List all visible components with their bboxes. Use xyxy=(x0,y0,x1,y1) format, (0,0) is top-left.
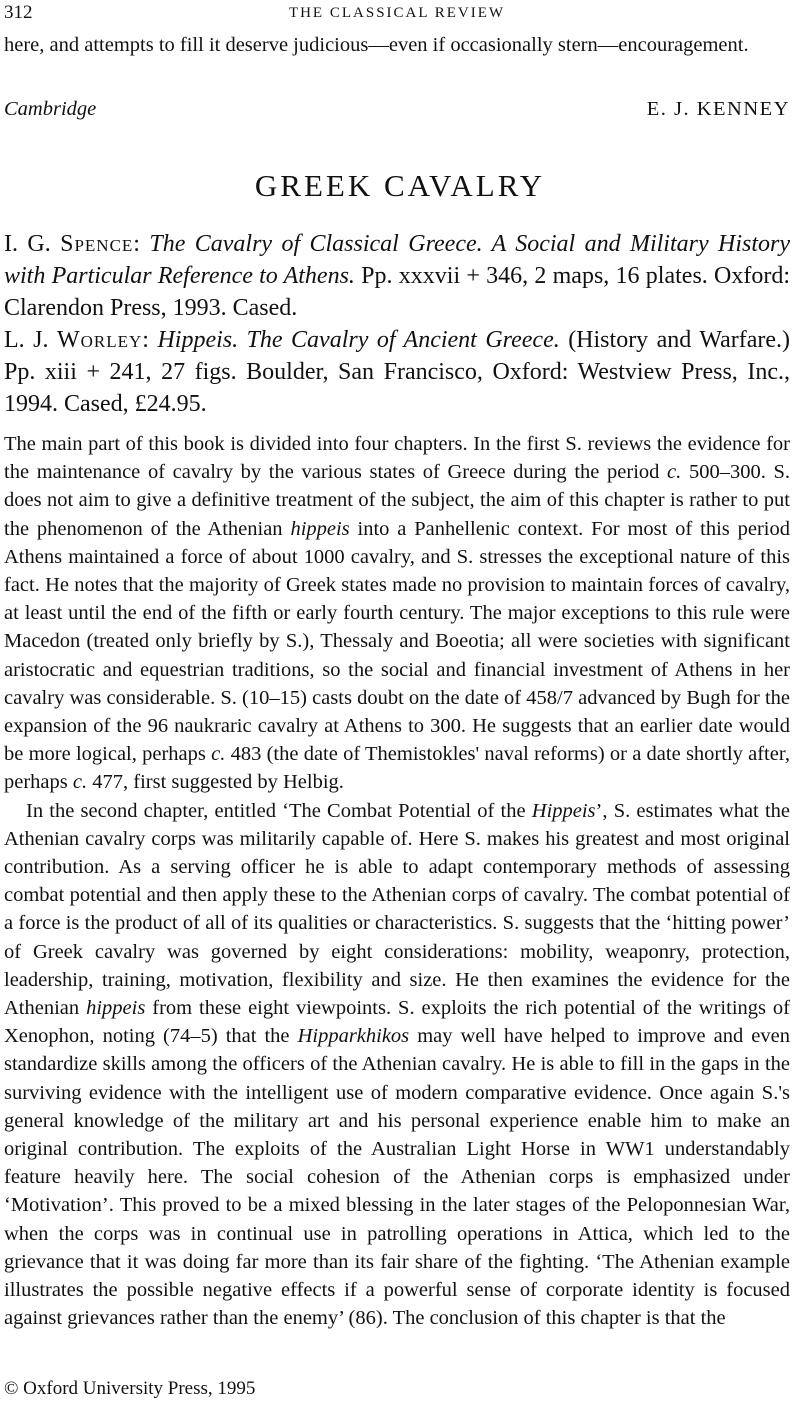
page-header xyxy=(4,0,790,26)
italic-term: Hippeis xyxy=(531,799,596,822)
text-run: may well have helped to improve and even standardize skills among the officers of the Athenian cavalry. He is able to fill in the gaps in the surviving evidence with the intelligent use of modern comparative evidence. Once again S.'s general knowledge of the military art and his personal experience enable him to make an original contribution. The exploits of the Australian Light Horse in WW1 understandably feature heavily here. The social cohesion of the Athenian corps is emphasized under ‘Motivation’. This proved to be a mixed blessing in the later stages of the Peloponnesian War, when the corps was in continual use in patrolling operations in Attica, which led to the grievance that it was doing far more than its fair share of the fighting. ‘The Athenian example illustrates the possible negative effects if a powerful sense of corporate identity is focused against grievances rather than the enemy’ (86). The conclusion of this chapter is that the xyxy=(4,1025,790,1330)
book-citations xyxy=(4,228,790,420)
text-run: 477, first suggested by Helbig. xyxy=(87,771,344,794)
running-title: THE CLASSICAL REVIEW xyxy=(288,4,506,21)
reviewer-place: Cambridge xyxy=(4,98,97,120)
reviewer-signature xyxy=(4,98,790,121)
copyright-footer: © Oxford University Press, 1995 xyxy=(4,1378,256,1399)
citation-worley xyxy=(4,324,790,420)
citation-separator: : xyxy=(142,327,158,353)
previous-review-closing-text: here, and attempts to fill it deserve judicious—even if occasionally stern—encouragement. xyxy=(4,34,749,56)
citation-author-initials: L. J. xyxy=(4,327,57,353)
page-number: 312 xyxy=(4,2,33,23)
review-title: GREEK CAVALRY xyxy=(254,168,546,203)
italic-term: Hipparkhikos xyxy=(297,1025,410,1048)
text-run: The main part of this book is divided into four chapters. In the first S. reviews the evidence for the maintenance of cavalry by the various states of Greece during the period xyxy=(4,433,790,484)
citation-spence xyxy=(4,228,790,324)
reviewer-name: E. J. KENNEY xyxy=(646,98,790,120)
citation-author-surname: Worley xyxy=(56,327,143,353)
citation-book-title: The Cavalry of Classical Greece. A Social and Military History with Particular Reference to Athens. xyxy=(4,231,790,289)
italic-term: hippeis xyxy=(290,517,350,540)
paragraph-2 xyxy=(4,797,790,1333)
review-body xyxy=(4,430,790,1333)
italic-term: c. xyxy=(72,771,88,794)
paragraph-1 xyxy=(4,430,790,797)
citation-separator: : xyxy=(133,231,150,257)
italic-term: c. xyxy=(211,743,226,766)
citation-book-title: Hippeis. The Cavalry of Ancient Greece. xyxy=(157,327,560,353)
citation-details: Pp. xxxvii + 346, 2 maps, 16 plates. Oxford: Clarendon Press, 1993. Cased. xyxy=(4,263,791,321)
text-run: ’, S. estimates what the Athenian cavalry corps was militarily capable of. Here S. makes his greatest and most original contribution. As a serving officer he is able to adapt contemporary methods of assessing combat potential and then apply these to the Athenian corps of cavalry. The combat potential of a force is the product of all of its qualities or characteristics. S. suggests that the ‘hitting power’ of Greek cavalry was governed by eight considerations: mobility, weaponry, protection, leadership, training, motivation, flexibility and size. He then examines the evidence for the Athenian xyxy=(4,799,791,1020)
citation-author-initials: I. G. xyxy=(4,231,61,257)
text-run: 483 (the date of Themistokles' naval reforms) or a date shortly after, perhaps xyxy=(4,743,790,794)
text-run: into a Panhellenic context. For most of this period Athens maintained a force of about 1000 cavalry, and S. stresses the exceptional nature of this fact. He notes that the majority of Greek states made no provision to maintain forces of cavalry, at least until the end of the fifth or early fourth century. The major exceptions to this rule were Macedon (treated only briefly by S.), Thessaly and Boeotia; all were societies with significant aristocratic and equestrian traditions, so the social and financial investment of Athens in her cavalry was considerable. S. (10–15) casts doubt on the date of 458/7 advanced by Bugh for the expansion of the 96 naukraric cavalry at Athens to 300. He suggests that an earlier date would be more logical, perhaps xyxy=(4,517,790,766)
text-run: from these eight viewpoints. S. exploits the rich potential of the writings of Xenophon, noting (74–5) that the xyxy=(4,997,791,1048)
text-run: 500–300. S. does not aim to give a definitive treatment of the subject, the aim of this chapter is rather to put the phenomenon of the Athenian xyxy=(4,461,790,540)
citation-author-surname: Spence xyxy=(60,231,134,257)
citation-details: (History and Warfare.) Pp. xiii + 241, 27 figs. Boulder, San Francisco, Oxford: Westview Press, Inc., 1994. Cased, £24.95. xyxy=(4,327,791,417)
italic-term: c. xyxy=(667,461,682,484)
italic-term: hippeis xyxy=(86,997,146,1020)
text-run: In the second chapter, entitled ‘The Combat Potential of the xyxy=(26,799,532,822)
